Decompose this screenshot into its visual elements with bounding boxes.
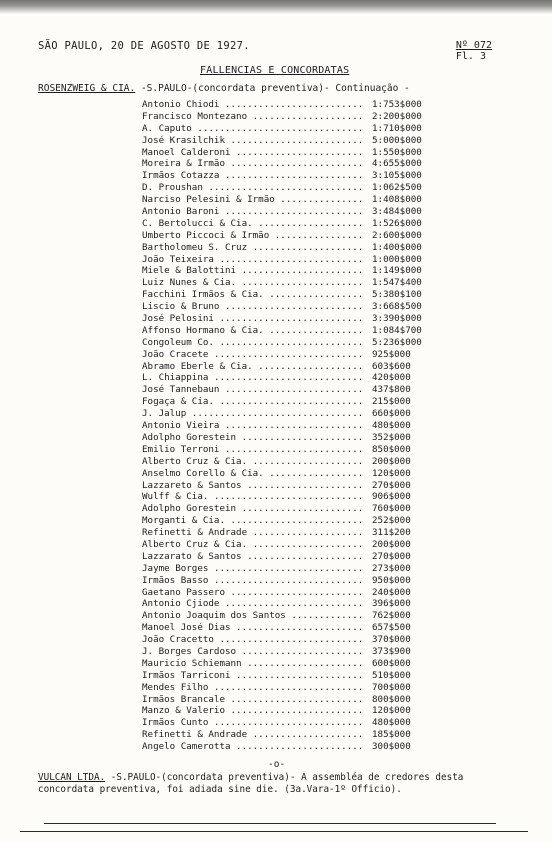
creditor-name: Morganti & Cia. ........................: [142, 515, 364, 527]
creditor-name: Refinetti & Andrade ....................: [142, 729, 364, 741]
creditor-row: [142, 265, 482, 277]
creditor-row: [142, 218, 482, 230]
creditor-name: Alberto Cruz & Cia. ....................: [142, 538, 364, 550]
creditor-name: Irmãos Cotazza .........................: [142, 170, 364, 182]
company-name: VULCAN LTDA.: [38, 772, 106, 783]
creditor-row: [142, 634, 482, 646]
section-heading: [38, 83, 410, 94]
creditor-name: A. Caputo ..............................: [142, 122, 364, 134]
creditor-row: [142, 242, 482, 254]
creditor-amount: 2:200$000: [372, 110, 422, 122]
creditor-row: [142, 158, 482, 170]
creditor-row: [142, 147, 482, 159]
creditor-amount: 3:668$500: [372, 301, 422, 313]
section-description: -S.PAULO-(concordata preventiva)- Continuação -: [135, 83, 410, 94]
creditor-name: Abramo Eberle & Cia. ...................: [142, 360, 364, 372]
creditor-row: [142, 539, 482, 551]
creditor-name: Manoel José Dias .......................: [142, 622, 364, 634]
creditor-name: Antonio Cjiode .........................: [142, 598, 364, 610]
creditor-amount: 311$200: [372, 527, 411, 539]
creditor-row: [142, 372, 482, 384]
creditor-row: [142, 182, 482, 194]
creditor-row: [142, 694, 482, 706]
creditor-name: Lazzareto & Santos .....................: [142, 479, 364, 491]
creditor-name: Emilio Terroni .........................: [142, 443, 364, 455]
section-separator: -o-: [268, 759, 286, 770]
creditor-amount: 1:710$000: [372, 122, 422, 134]
creditor-row: [142, 468, 482, 480]
creditor-amount: 762$000: [372, 610, 411, 622]
creditor-amount: 1:753$000: [372, 99, 422, 110]
creditor-row: [142, 349, 482, 361]
creditor-name: J. Borges Cardoso ......................: [142, 645, 364, 657]
creditor-name: Umberto Piccoci & Irmão ................: [142, 229, 364, 241]
creditor-amount: 657$500: [372, 622, 411, 634]
creditor-row: [142, 194, 482, 206]
creditor-row: [142, 408, 482, 420]
creditor-name: Bartholomeu S. Cruz ....................: [142, 241, 364, 253]
creditor-name: João Cracetto ..........................: [142, 634, 364, 646]
creditor-name: Manoel Calderoni .......................: [142, 146, 364, 158]
creditor-row: [142, 444, 482, 456]
creditor-amount: 373$900: [372, 645, 411, 657]
creditor-name: Facchini Irmãos & Cia. .................: [142, 289, 364, 301]
creditor-amount: 950$000: [372, 574, 411, 586]
place-date: SÃO PAULO, 20 DE AGOSTO DE 1927.: [38, 40, 250, 52]
creditor-amount: 1:084$700: [372, 324, 422, 336]
creditor-amount: 252$000: [372, 515, 411, 527]
creditor-row: [142, 622, 482, 634]
creditor-amount: 273$000: [372, 562, 411, 574]
notice-paragraph: [38, 772, 514, 795]
creditor-amount: 300$000: [372, 741, 411, 753]
creditor-row: [142, 170, 482, 182]
creditor-name: Miele & Balottini ......................: [142, 265, 364, 277]
creditor-row: [142, 289, 482, 301]
creditor-row: [142, 598, 482, 610]
creditor-row: [142, 741, 482, 753]
scan-edge: [0, 0, 552, 14]
creditor-row: [142, 337, 482, 349]
creditor-row: [142, 301, 482, 313]
creditor-row: [142, 729, 482, 741]
creditor-name: Lazzarato & Santos .....................: [142, 550, 364, 562]
creditor-amount: 5:236$000: [372, 336, 422, 348]
creditor-amount: 1:408$000: [372, 194, 422, 206]
creditor-name: Angelo Camerotta .......................: [142, 741, 364, 753]
creditor-name: Irmãos Tarriconi .......................: [142, 669, 364, 681]
creditor-row: [142, 480, 482, 492]
creditor-name: Mauricio Schiemann .....................: [142, 657, 364, 669]
creditor-amount: 925$000: [372, 348, 411, 360]
creditor-amount: 1:526$000: [372, 217, 422, 229]
creditor-row: [142, 432, 482, 444]
creditor-amount: 5:000$000: [372, 134, 422, 146]
creditor-amount: 1:149$000: [372, 265, 422, 277]
creditor-row: [142, 587, 482, 599]
page-reference: [456, 40, 492, 62]
creditor-name: Irmãos Brancale ........................: [142, 693, 364, 705]
creditor-row: [142, 206, 482, 218]
creditor-name: Antonio Joaquim dos Santos .............: [142, 610, 364, 622]
creditor-row: [142, 277, 482, 289]
page-number: Fl. 3: [455, 51, 486, 62]
creditor-amount: 603$600: [372, 360, 411, 372]
notice-text: -S.PAULO-(concordata preventiva)- A assembléa de credores desta concordata preventiva, foi adiada sine die. (3a.Vara-1º Officio).: [38, 772, 464, 795]
creditor-row: [142, 99, 482, 111]
creditor-name: João Teixeira ..........................: [142, 253, 364, 265]
creditor-list: [142, 99, 482, 753]
creditor-amount: 700$000: [372, 681, 411, 693]
creditor-row: [142, 563, 482, 575]
creditor-name: Manzo & Valerio ........................: [142, 705, 364, 717]
creditor-row: [142, 384, 482, 396]
company-name: ROSENZWEIG & CIA.: [38, 83, 136, 94]
creditor-amount: 1:547$400: [372, 277, 422, 289]
creditor-name: Antonio Chiodi .........................: [142, 99, 364, 110]
creditor-name: Adolpho Gorestein ......................: [142, 431, 364, 443]
creditor-name: Gaetano Passero ........................: [142, 586, 364, 598]
creditor-amount: 120$000: [372, 467, 411, 479]
creditor-name: Irmãos Cunto ...........................: [142, 717, 364, 729]
creditor-row: [142, 361, 482, 373]
divider-line: [44, 823, 496, 824]
creditor-name: J. Jalup ...............................: [142, 408, 364, 420]
creditor-name: Affonso Hormano & Cia. .................: [142, 324, 364, 336]
creditor-row: [142, 503, 482, 515]
creditor-row: [142, 325, 482, 337]
creditor-amount: 510$000: [372, 669, 411, 681]
creditor-name: José Pelosini ..........................: [142, 313, 364, 325]
creditor-name: Mendes Filho ...........................: [142, 681, 364, 693]
creditor-amount: 480$000: [372, 420, 411, 432]
creditor-row: [142, 456, 482, 468]
creditor-amount: 215$000: [372, 396, 411, 408]
creditor-amount: 200$000: [372, 455, 411, 467]
creditor-amount: 3:390$000: [372, 313, 422, 325]
creditor-row: [142, 254, 482, 266]
creditor-row: [142, 491, 482, 503]
creditor-amount: 437$800: [372, 384, 411, 396]
document-number: Nº 072: [455, 40, 492, 51]
creditor-amount: 200$000: [372, 538, 411, 550]
creditor-name: Antonio Baroni .........................: [142, 206, 364, 218]
creditor-name: Irmãos Basso ...........................: [142, 574, 364, 586]
divider-line: [20, 831, 528, 832]
creditor-amount: 480$000: [372, 717, 411, 729]
creditor-name: D. Proushan ............................: [142, 182, 364, 194]
creditor-name: L. Chiappina ...........................: [142, 372, 364, 384]
creditor-amount: 760$000: [372, 503, 411, 515]
creditor-amount: 906$000: [372, 491, 411, 503]
creditor-amount: 4:655$000: [372, 158, 422, 170]
creditor-amount: 352$000: [372, 431, 411, 443]
creditor-amount: 240$000: [372, 586, 411, 598]
creditor-row: [142, 313, 482, 325]
creditor-amount: 1:550$000: [372, 146, 422, 158]
creditor-amount: 660$000: [372, 408, 411, 420]
creditor-amount: 800$000: [372, 693, 411, 705]
creditor-amount: 396$000: [372, 598, 411, 610]
creditor-row: [142, 230, 482, 242]
creditor-row: [142, 551, 482, 563]
creditor-name: Alberto Cruz & Cia. ....................: [142, 455, 364, 467]
creditor-name: Fogaça & Cia. ..........................: [142, 396, 364, 408]
document-title: FALLENCIAS E CONCORDATAS: [200, 65, 350, 76]
creditor-amount: 3:484$000: [372, 206, 422, 218]
creditor-row: [142, 135, 482, 147]
creditor-row: [142, 705, 482, 717]
creditor-name: Refinetti & Andrade ....................: [142, 527, 364, 539]
creditor-name: Luiz Nunes & Cia. ......................: [142, 277, 364, 289]
creditor-row: [142, 682, 482, 694]
creditor-amount: 1:062$500: [372, 182, 422, 194]
creditor-row: [142, 396, 482, 408]
creditor-row: [142, 123, 482, 135]
creditor-row: [142, 658, 482, 670]
creditor-row: [142, 527, 482, 539]
creditor-name: Jayme Borges ...........................: [142, 562, 364, 574]
creditor-row: [142, 670, 482, 682]
creditor-name: Antonio Vieira .........................: [142, 420, 364, 432]
creditor-row: [142, 111, 482, 123]
creditor-row: [142, 420, 482, 432]
creditor-amount: 850$000: [372, 443, 411, 455]
creditor-name: José Krasilchik ........................: [142, 134, 364, 146]
creditor-amount: 370$000: [372, 634, 411, 646]
creditor-name: Francisco Montezano ....................: [142, 110, 364, 122]
creditor-amount: 3:105$000: [372, 170, 422, 182]
creditor-row: [142, 575, 482, 587]
creditor-row: [142, 646, 482, 658]
creditor-amount: 270$000: [372, 550, 411, 562]
creditor-amount: 270$000: [372, 479, 411, 491]
creditor-name: Congoleum Co. ..........................: [142, 336, 364, 348]
creditor-name: Narciso Pelesini & Irmão ...............: [142, 194, 364, 206]
creditor-name: Wulff & Cia. ...........................: [142, 491, 364, 503]
creditor-name: Anselmo Corello & Cia. .................: [142, 467, 364, 479]
creditor-amount: 2:600$000: [372, 229, 422, 241]
creditor-name: José Tannebaun .........................: [142, 384, 364, 396]
creditor-row: [142, 515, 482, 527]
creditor-name: C. Bertolucci & Cia. ...................: [142, 217, 364, 229]
creditor-amount: 1:000$000: [372, 253, 422, 265]
creditor-row: [142, 717, 482, 729]
creditor-amount: 600$000: [372, 657, 411, 669]
creditor-amount: 120$000: [372, 705, 411, 717]
creditor-name: João Cracete ...........................: [142, 348, 364, 360]
creditor-amount: 5:380$100: [372, 289, 422, 301]
creditor-amount: 1:400$000: [372, 241, 422, 253]
creditor-row: [142, 610, 482, 622]
creditor-name: Moreira & Irmão ........................: [142, 158, 364, 170]
creditor-name: Liscio & Bruno .........................: [142, 301, 364, 313]
creditor-name: Adolpho Gorestein ......................: [142, 503, 364, 515]
creditor-amount: 420$000: [372, 372, 411, 384]
creditor-amount: 185$000: [372, 729, 411, 741]
